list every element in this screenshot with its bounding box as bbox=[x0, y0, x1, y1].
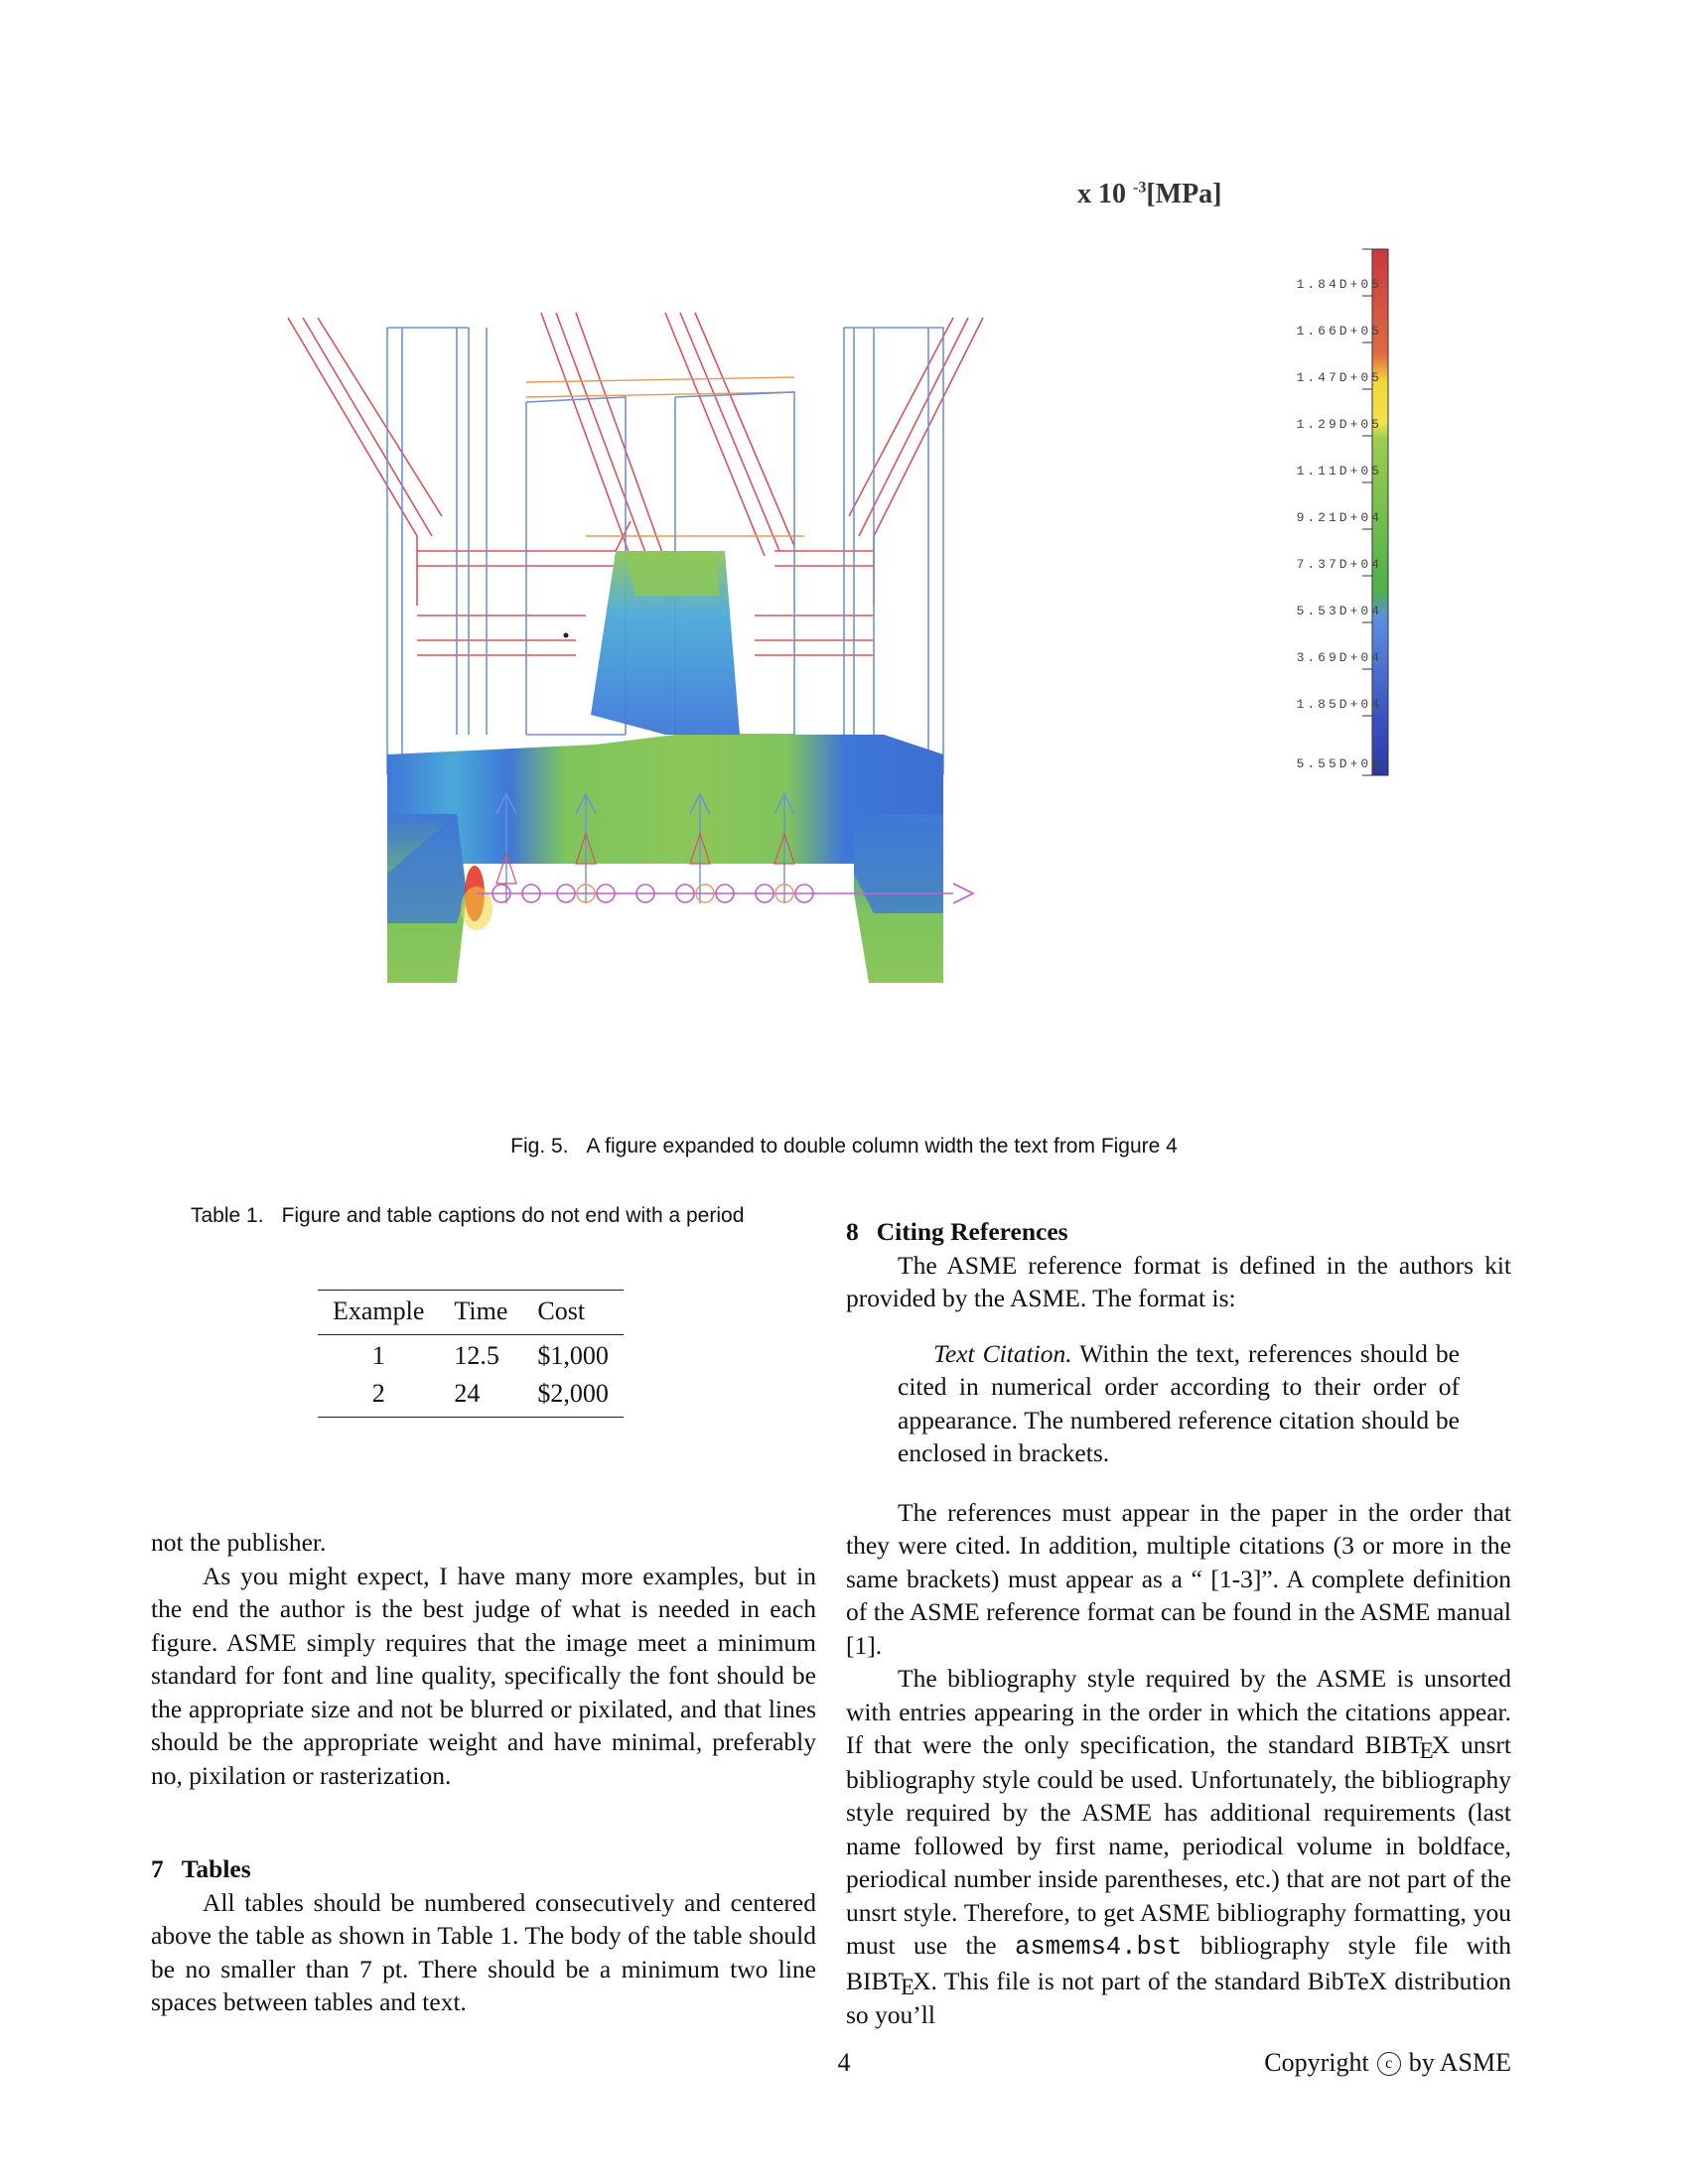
colorbar-tick-label: 1.29D+05 bbox=[1296, 417, 1382, 432]
section-heading bbox=[846, 1215, 1511, 1249]
copyright-icon: c bbox=[1377, 2052, 1401, 2076]
colorbar-tick-label: 1.11D+05 bbox=[1296, 464, 1382, 478]
table-header-cell: Example bbox=[318, 1291, 439, 1335]
table-caption bbox=[191, 1204, 744, 1228]
table-caption-text: Figure and table captions do not end with a period bbox=[281, 1204, 745, 1227]
page-number: 4 bbox=[837, 2048, 851, 2077]
colorbar-tick-label: 1.47D+05 bbox=[1296, 370, 1382, 385]
table-cell: 1 bbox=[371, 1341, 385, 1370]
block-quote bbox=[898, 1337, 1460, 1470]
table-cell: 12.5 bbox=[454, 1341, 499, 1370]
table-header-cell: Time bbox=[439, 1291, 522, 1335]
section-heading bbox=[151, 1852, 816, 1886]
table-row bbox=[318, 1373, 624, 1418]
section-number: 7 bbox=[151, 1854, 164, 1883]
table-row bbox=[318, 1335, 624, 1374]
colorbar-tick-label: 1.66D+05 bbox=[1296, 324, 1382, 339]
copyright-notice: Copyright c by ASME bbox=[1264, 2048, 1511, 2077]
bibtex-logo: BIBTEX bbox=[1364, 1730, 1451, 1763]
paragraph: As you might expect, I have many more examples, but in the end the author is the best judge of what is needed in each figure. ASME simply requires that the image meet a minimum standard for font and line quality, specifically the font should be the appropriate size and not be blurred or pixilated, and that lines should be the appropriate weight and have minimal, preferably no, pixilation or rasterization. bbox=[151, 1561, 816, 1790]
colorbar-tick-label: 9.21D+04 bbox=[1296, 510, 1382, 525]
colorbar-tick-label: 5.53D+04 bbox=[1296, 604, 1382, 618]
section-number: 8 bbox=[846, 1217, 859, 1246]
quote-lead: Text Citation. bbox=[933, 1338, 1072, 1368]
paragraph: The references must appear in the paper in the order that they were cited. In addition, multiple citations (3 or more in the same brackets) must appear as a “ [1-3]”. A complete definition of the ASME reference format can be found in the ASME manual [1]. bbox=[846, 1497, 1511, 1660]
section-title: Citing References bbox=[876, 1217, 1068, 1246]
table-cell: 2 bbox=[371, 1379, 385, 1408]
bibtex-logo: BIBTEX bbox=[846, 1966, 931, 1999]
table-caption-number: Table 1. bbox=[191, 1204, 264, 1227]
colorbar-unit-label: x 10 $^{-3}$[MPa] bbox=[1077, 179, 1222, 209]
table-header-row bbox=[318, 1291, 624, 1335]
right-column bbox=[846, 1215, 1511, 2032]
table-cell: $1,000 bbox=[537, 1341, 609, 1370]
table-cell: $2,000 bbox=[537, 1379, 609, 1408]
figure-caption-text: A figure expanded to double column width the text from Figure 4 bbox=[586, 1135, 1178, 1158]
figure-caption-number: Fig. 5. bbox=[510, 1135, 569, 1158]
quote-body: Within the text, references should be cited in numerical order according to their order of appearance. The numbered reference citation should be enclosed in brackets. bbox=[898, 1338, 1460, 1467]
table-cell: 24 bbox=[454, 1379, 481, 1408]
paragraph: The bibliography style required by the ASME is unsorted with entries appearing in the order in which the citations appear. If that were the only specification, the standard BIBTEX unsrt bibliography style could be used. Unfortunately, the bibliography style required by the ASME has additional requirements (last name followed by first name, periodical volume in boldface, periodical number inside parentheses, etc.) that are not part of the unsrt style. Therefore, to get ASME bibliography formatting, you must use the asmems4.bst bibliography style file with BIBTEX. This file is not part of the standard BibTeX distribution so you’ll bbox=[846, 1664, 1512, 2029]
left-column bbox=[151, 1526, 816, 1792]
paragraph: The ASME reference format is defined in the authors kit provided by the ASME. The format is: bbox=[846, 1250, 1511, 1312]
section-tables bbox=[151, 1852, 816, 2019]
code-filename: asmems4.bst bbox=[1015, 1933, 1183, 1962]
section-title: Tables bbox=[181, 1854, 251, 1883]
colorbar-tick-label: 5.55D+01 bbox=[1296, 756, 1382, 771]
paragraph: not the publisher. bbox=[151, 1528, 327, 1557]
figure-5 bbox=[159, 99, 1529, 1122]
colorbar-tick-label: 7.37D+04 bbox=[1296, 557, 1382, 572]
colorbar-tick-label: 3.69D+04 bbox=[1296, 650, 1382, 665]
data-table bbox=[318, 1290, 624, 1418]
colorbar-tick-label: 1.85D+04 bbox=[1296, 697, 1382, 712]
table-header-cell: Cost bbox=[522, 1291, 624, 1335]
paragraph: All tables should be numbered consecutively and centered above the table as shown in Table 1. The body of the table should be no smaller than 7 pt. There should be a minimum two line spaces between tables and text. bbox=[151, 1887, 816, 2016]
figure-caption bbox=[0, 1135, 1688, 1159]
colorbar-tick-label: 1.84D+05 bbox=[1296, 277, 1382, 292]
